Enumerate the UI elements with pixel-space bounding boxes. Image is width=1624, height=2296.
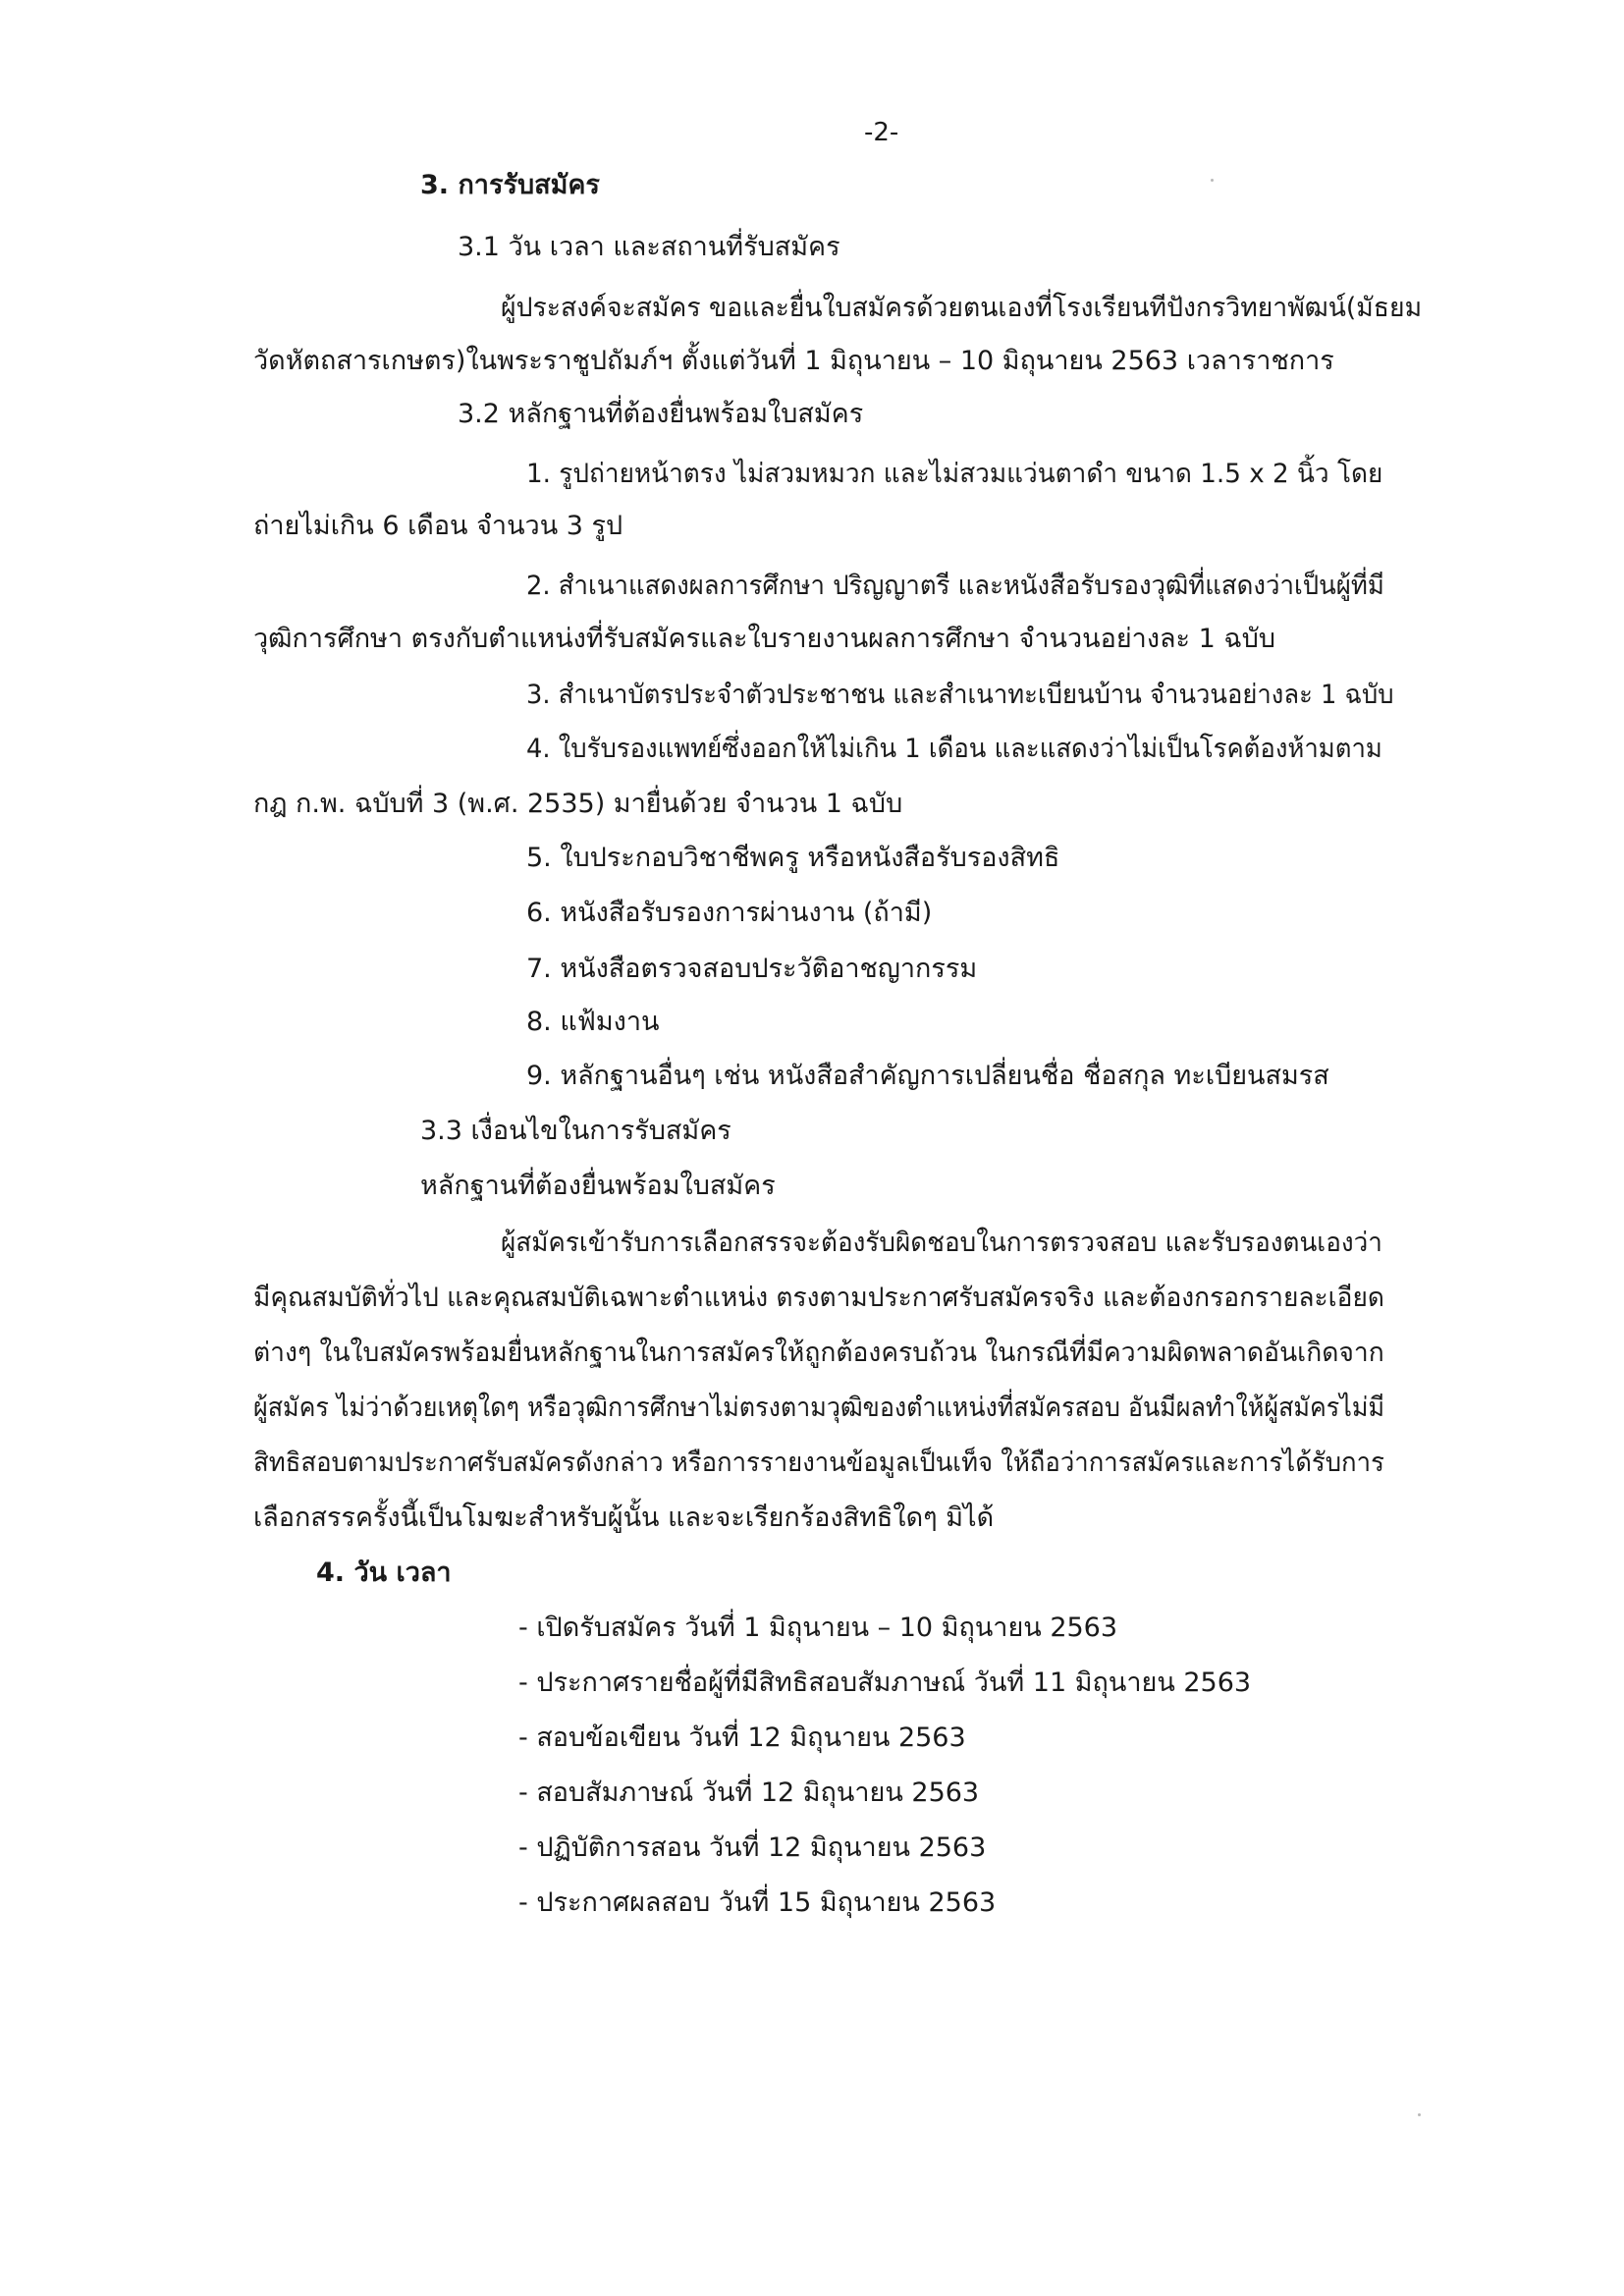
schedule-item: - เปิดรับสมัคร วันที่ 1 มิถุนายน – 10 มิถุนายน 2563 <box>518 1613 1118 1643</box>
schedule-item: - ประกาศรายชื่อผู้ที่มีสิทธิสอบสัมภาษณ์ วันที่ 11 มิถุนายน 2563 <box>518 1667 1252 1698</box>
conditions-paragraph-line-4: ผู้สมัคร ไม่ว่าด้วยเหตุใดๆ หรือวุฒิการศึกษาไม่ตรงตามวุฒิของตำแหน่งที่สมัครสอบ อันมีผลทำให้ผู้สมัครไม่มี <box>253 1393 1385 1423</box>
doc-item-8: 8. แฟ้มงาน <box>526 1007 660 1037</box>
schedule-item: - ปฏิบัติการสอน วันที่ 12 มิถุนายน 2563 <box>518 1832 987 1863</box>
conditions-paragraph-line-3: ต่างๆ ในใบสมัครพร้อมยื่นหลักฐานในการสมัครให้ถูกต้องครบถ้วน ในกรณีที่มีความผิดพลาดอันเกิดจาก <box>253 1338 1384 1368</box>
page-number: -2- <box>864 118 899 147</box>
schedule-item: - สอบข้อเขียน วันที่ 12 มิถุนายน 2563 <box>518 1722 966 1753</box>
scan-speck <box>1211 179 1214 182</box>
section-3-1-heading: 3.1 วัน เวลา และสถานที่รับสมัคร <box>458 232 840 262</box>
conditions-paragraph-line-2: มีคุณสมบัติทั่วไป และคุณสมบัติเฉพาะตำแหน่ง ตรงตามประกาศรับสมัครจริง และต้องกรอกรายละเอียด <box>253 1283 1385 1313</box>
doc-item-9: 9. หลักฐานอื่นๆ เช่น หนังสือสำคัญการเปลี่ยนชื่อ ชื่อสกุล ทะเบียนสมรส <box>526 1061 1329 1091</box>
doc-item-6: 6. หนังสือรับรองการผ่านงาน (ถ้ามี) <box>526 898 933 928</box>
section-3-heading: 3. การรับสมัคร <box>420 170 600 200</box>
conditions-paragraph-line-1: ผู้สมัครเข้ารับการเลือกสรรจะต้องรับผิดชอบในการตรวจสอบ และรับรองตนเองว่า <box>501 1228 1382 1258</box>
section-3-1-line-2: วัดหัตถสารเกษตร)ในพระราชูปถัมภ์ฯ ตั้งแต่วันที่ 1 มิถุนายน – 10 มิถุนายน 2563 เวลาราชการ <box>253 346 1334 376</box>
doc-item-4-line-2: กฎ ก.พ. ฉบับที่ 3 (พ.ศ. 2535) มายื่นด้วย จำนวน 1 ฉบับ <box>253 789 903 819</box>
doc-item-1-line-1: 1. รูปถ่ายหน้าตรง ไม่สวมหมวก และไม่สวมแว่นตาดำ ขนาด 1.5 x 2 นิ้ว โดย <box>526 459 1383 489</box>
schedule-item: - สอบสัมภาษณ์ วันที่ 12 มิถุนายน 2563 <box>518 1777 980 1808</box>
doc-item-2-line-1: 2. สำเนาแสดงผลการศึกษา ปริญญาตรี และหนังสือรับรองวุฒิที่แสดงว่าเป็นผู้ที่มี <box>526 571 1384 601</box>
section-3-3-heading: 3.3 เงื่อนไขในการรับสมัคร <box>420 1116 731 1146</box>
doc-item-1-line-2: ถ่ายไม่เกิน 6 เดือน จำนวน 3 รูป <box>253 511 623 541</box>
section-3-3-subheading: หลักฐานที่ต้องยื่นพร้อมใบสมัคร <box>420 1171 776 1201</box>
conditions-paragraph-line-6: เลือกสรรครั้งนี้เป็นโมฆะสำหรับผู้นั้น และจะเรียกร้องสิทธิใดๆ มิได้ <box>253 1503 995 1533</box>
conditions-paragraph-line-5: สิทธิสอบตามประกาศรับสมัครดังกล่าว หรือการรายงานข้อมูลเป็นเท็จ ให้ถือว่าการสมัครและการได้รับการ <box>253 1448 1384 1478</box>
doc-item-4-line-1: 4. ใบรับรองแพทย์ซึ่งออกให้ไม่เกิน 1 เดือน และแสดงว่าไม่เป็นโรคต้องห้ามตาม <box>526 734 1382 764</box>
doc-item-7: 7. หนังสือตรวจสอบประวัติอาชญากรรม <box>526 954 978 984</box>
doc-item-5: 5. ใบประกอบวิชาชีพครู หรือหนังสือรับรองสิทธิ <box>526 843 1060 873</box>
section-3-1-line-1: ผู้ประสงค์จะสมัคร ขอและยื่นใบสมัครด้วยตนเองที่โรงเรียนทีปังกรวิทยาพัฒน์(มัธยม <box>501 293 1423 323</box>
doc-item-2-line-2: วุฒิการศึกษา ตรงกับตำแหน่งที่รับสมัครและใบรายงานผลการศึกษา จำนวนอย่างละ 1 ฉบับ <box>253 624 1276 654</box>
scan-speck <box>1418 2113 1421 2116</box>
doc-item-3: 3. สำเนาบัตรประจำตัวประชาชน และสำเนาทะเบียนบ้าน จำนวนอย่างละ 1 ฉบับ <box>526 680 1394 710</box>
section-4-heading: 4. วัน เวลา <box>316 1558 452 1588</box>
schedule-item: - ประกาศผลสอบ วันที่ 15 มิถุนายน 2563 <box>518 1887 997 1918</box>
section-3-2-heading: 3.2 หลักฐานที่ต้องยื่นพร้อมใบสมัคร <box>458 399 864 429</box>
